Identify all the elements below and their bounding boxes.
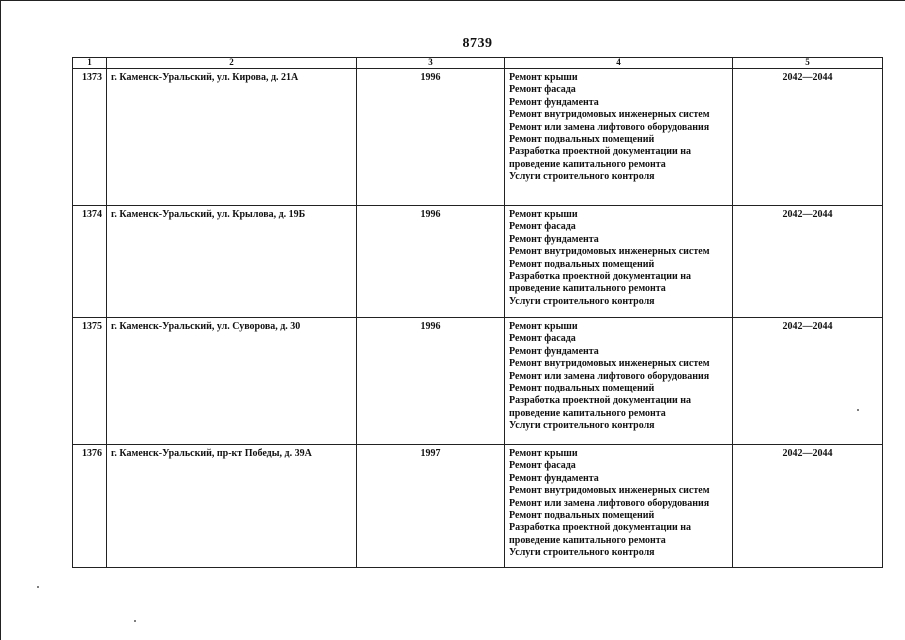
works-cell [505, 445, 733, 568]
work-item: Ремонт внутридомовых инженерных систем [509, 485, 710, 497]
work-item: проведение капитального ремонта [509, 534, 666, 546]
work-item: Ремонт внутридомовых инженерных систем [509, 246, 710, 258]
work-item: Разработка проектной документации на [509, 522, 692, 534]
address-cell: г. Каменск-Уральский, пр-кт Победы, д. 39А [107, 445, 357, 568]
scan-speck [134, 620, 136, 622]
work-item: Ремонт подвальных помещений [509, 510, 655, 522]
page-number: 8739 [462, 36, 493, 51]
year-cell: 1996 [357, 206, 505, 318]
work-item: проведение капитального ремонта [509, 283, 666, 295]
scan-speck [37, 586, 39, 588]
work-item: Ремонт фасада [509, 221, 576, 233]
work-item: Ремонт фундамента [509, 96, 599, 108]
works-cell [505, 318, 733, 445]
work-item: Ремонт фасада [509, 333, 576, 345]
work-item: Услуги строительного контроля [509, 295, 655, 307]
table-row [73, 69, 883, 206]
scan-speck [857, 409, 859, 411]
work-item: Разработка проектной документации на [509, 395, 692, 407]
year-cell: 1996 [357, 318, 505, 445]
work-item: Ремонт подвальных помещений [509, 134, 655, 146]
work-item: Ремонт или замена лифтового оборудования [509, 121, 710, 133]
header-row [73, 58, 883, 69]
column-header-5: 5 [733, 58, 883, 69]
work-item: проведение капитального ремонта [509, 407, 666, 419]
work-item: Ремонт фасада [509, 460, 576, 472]
work-item: Ремонт фундамента [509, 233, 599, 245]
work-item: Ремонт фундамента [509, 472, 599, 484]
work-item: Услуги строительного контроля [509, 171, 655, 183]
work-item: Ремонт подвальных помещений [509, 383, 655, 395]
work-item: Ремонт крыши [509, 72, 578, 83]
period-cell: 2042—2044 [733, 69, 883, 206]
work-item: Ремонт подвальных помещений [509, 258, 655, 270]
work-item: Ремонт внутридомовых инженерных систем [509, 358, 710, 370]
work-item: Услуги строительного контроля [509, 420, 655, 432]
work-item: Ремонт внутридомовых инженерных систем [509, 109, 710, 121]
year-cell: 1996 [357, 69, 505, 206]
row-number: 1374 [73, 206, 107, 318]
column-header-1: 1 [73, 58, 107, 69]
period-cell: 2042—2044 [733, 318, 883, 445]
work-item: Ремонт фасада [509, 84, 576, 96]
work-item: Разработка проектной документации на [509, 146, 692, 158]
work-item: Услуги строительного контроля [509, 547, 655, 559]
works-cell [505, 69, 733, 206]
scan-edge-top [0, 0, 905, 1]
column-header-4: 4 [505, 58, 733, 69]
row-number: 1373 [73, 69, 107, 206]
address-cell: г. Каменск-Уральский, ул. Крылова, д. 19Б [107, 206, 357, 318]
address-cell: г. Каменск-Уральский, ул. Кирова, д. 21А [107, 69, 357, 206]
row-number: 1376 [73, 445, 107, 568]
work-item: Ремонт или замена лифтового оборудования [509, 370, 710, 382]
table-row [73, 318, 883, 445]
work-item: Ремонт фундамента [509, 345, 599, 357]
column-header-3: 3 [357, 58, 505, 69]
period-cell: 2042—2044 [733, 445, 883, 568]
housing-register-table [72, 57, 883, 568]
address-cell: г. Каменск-Уральский, ул. Суворова, д. 30 [107, 318, 357, 445]
table-row [73, 445, 883, 568]
work-item: Ремонт крыши [509, 209, 578, 220]
year-cell: 1997 [357, 445, 505, 568]
period-cell: 2042—2044 [733, 206, 883, 318]
scan-edge-left [0, 0, 1, 640]
work-item: Ремонт крыши [509, 321, 578, 332]
table-row [73, 206, 883, 318]
row-number: 1375 [73, 318, 107, 445]
work-item: Ремонт или замена лифтового оборудования [509, 497, 710, 509]
work-item: Разработка проектной документации на [509, 271, 692, 283]
column-header-2: 2 [107, 58, 357, 69]
work-item: проведение капитального ремонта [509, 158, 666, 170]
works-cell [505, 206, 733, 318]
work-item: Ремонт крыши [509, 448, 578, 459]
